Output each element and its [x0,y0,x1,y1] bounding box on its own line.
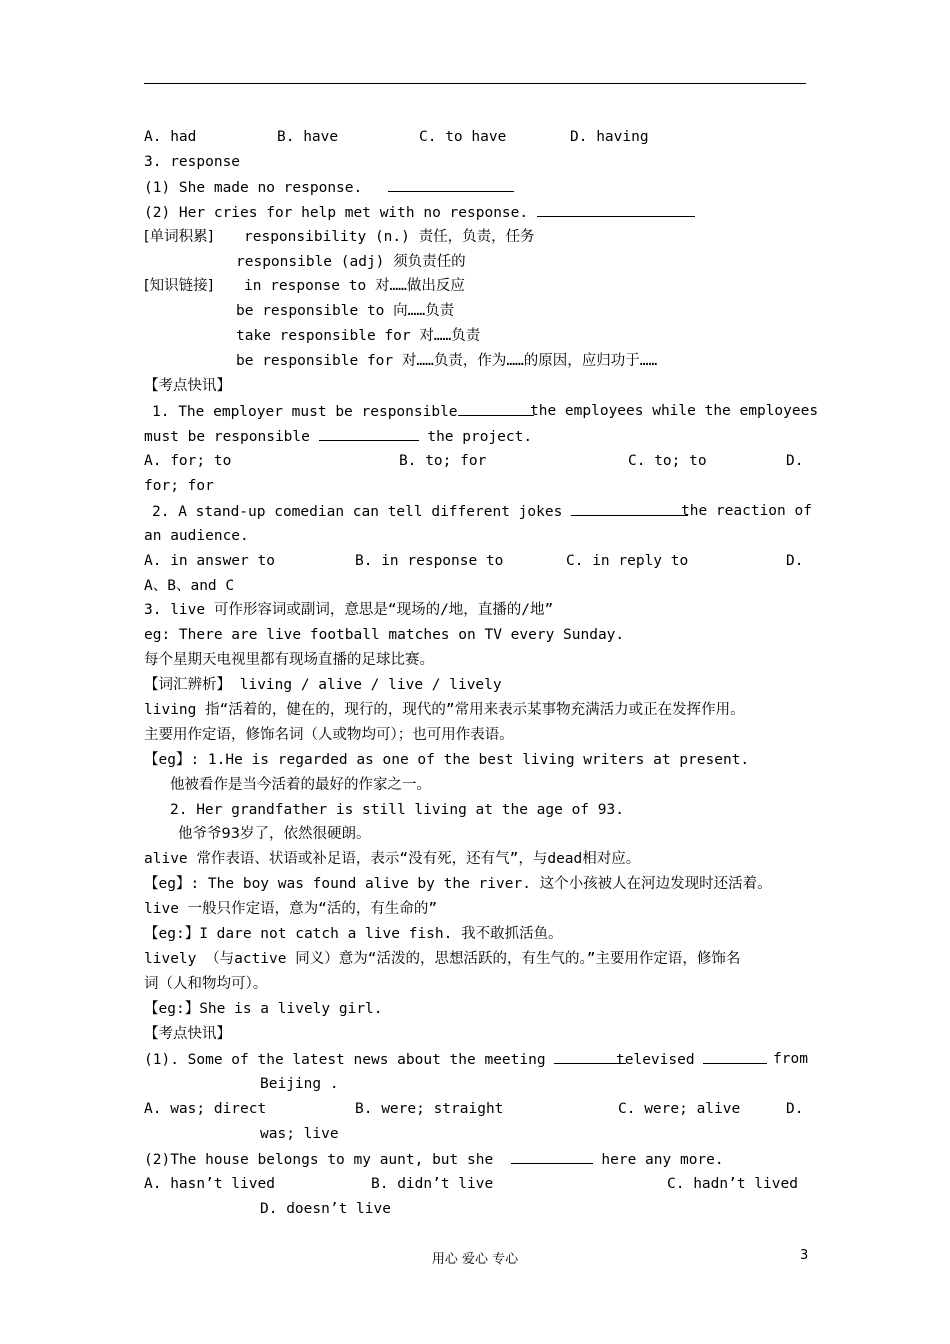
analysis-line: live 一般只作定语，意为“活的，有生命的” [144,901,438,917]
analysis-line: 主要用作定语，修饰名词（人或物均可）；也可用作表语。 [144,727,514,743]
analysis-line: living 指“活着的，健在的，现行的，现代的”常用来表示某事物充满活力或正在发挥作用。 [144,702,745,718]
answer-blank[interactable] [571,501,688,516]
option-a: A. hasn’t lived [144,1176,275,1192]
option-d-text: A、B、and C [144,578,235,594]
question-line: must be responsible the project. [144,426,532,447]
option-b: B. didn’t live [371,1176,494,1192]
option-c: C. hadn’t lived [667,1176,798,1192]
option-a: A. in answer to [144,553,275,569]
example-line: 【eg】: The boy was found alive by the river. 这个小孩被人在河边发现时还活着。 [144,876,772,892]
example-line: 【eg】: 1.He is regarded as one of the best living writers at present. [144,752,750,768]
link-tag: [知识链接] [144,278,214,294]
example-translation: 他爷爷93岁了，依然很硬朗。 [178,826,371,842]
example-translation: 每个星期天电视里都有现场直播的足球比赛。 [144,652,434,668]
quiz-heading: 【考点快讯】 [144,1026,231,1042]
question-line: an audience. [144,528,249,544]
analysis-heading: 【词汇辨析】 living / alive / live / lively [144,677,502,693]
option-a: A. was; direct [144,1101,267,1117]
quiz-heading: 【考点快讯】 [144,378,231,394]
option-b: B. have [277,129,339,145]
link-line: be responsible for 对……负责，作为……的原因，应归功于…… [236,353,658,369]
section-heading: 3. response [144,154,241,170]
question-line: 2. A stand-up comedian can tell different jokes [152,501,688,522]
answer-blank[interactable] [458,401,534,416]
example-line: 2. Her grandfather is still living at the age of 93. [170,802,624,818]
vocab-tag: [单词积累] [144,229,214,245]
page-number: 3 [800,1248,809,1263]
example-line: eg: There are live football matches on TV every Sunday. [144,627,625,643]
answer-blank[interactable] [511,1149,593,1164]
vocab-line: responsible (adj) 须负责任的 [236,254,466,270]
analysis-line: lively （与active 同义）意为“活泼的，思想活跃的，有生气的。”主要用作定语，修饰名 [144,951,741,967]
analysis-line: alive 常作表语、状语或补足语，表示“没有死，还有气”，与dead相对应。 [144,851,641,867]
option-d-text: for; for [144,478,214,494]
option-d: D. having [570,129,649,145]
option-b: B. in response to [355,553,504,569]
question-line: televised [616,1049,767,1070]
option-d: D. [786,553,804,569]
option-b: B. were; straight [355,1101,504,1117]
page-footer: 用心 爱心 专心 [431,1252,519,1267]
example-line: 【eg:】She is a lively girl. [144,1001,383,1017]
question-line: (2)The house belongs to my aunt, but she here any more. [144,1149,724,1170]
example-line: (1) She made no response. [144,177,514,198]
answer-blank[interactable] [319,426,419,441]
option-b: B. to; for [399,453,487,469]
question-line: (1). Some of the latest news about the meeting [144,1049,626,1070]
option-c: C. to; to [628,453,707,469]
example-translation: 他被看作是当今活着的最好的作家之一。 [170,777,431,793]
question-line: Beijing . [260,1076,339,1092]
example-line: (2) Her cries for help met with no response. [144,202,695,223]
analysis-line: 词（人和物均可）。 [144,976,268,992]
question-line: from [773,1051,808,1067]
link-line: in response to 对……做出反应 [244,278,465,294]
option-c: C. were; alive [618,1101,741,1117]
option-c: C. to have [419,129,507,145]
answer-blank[interactable] [388,177,514,192]
question-line: 1. The employer must be responsible [152,401,534,422]
vocab-line: responsibility (n.) 责任，负责，任务 [244,229,535,245]
section-heading: 3. live 可作形容词或副词，意思是“现场的/地，直播的/地” [144,602,554,618]
link-line: be responsible to 向……负责 [236,303,455,319]
option-a: A. for; to [144,453,232,469]
option-d: D. doesn’t live [260,1201,391,1217]
option-d-text: was; live [260,1126,339,1142]
option-d: D. [786,453,804,469]
answer-blank[interactable] [703,1049,767,1064]
link-line: take responsible for 对……负责 [236,328,481,344]
example-line: 【eg:】I dare not catch a live fish. 我不敢抓活鱼。 [144,926,563,942]
option-d: D. [786,1101,804,1117]
header-rule [144,83,806,84]
option-a: A. had [144,129,197,145]
answer-blank[interactable] [537,202,695,217]
option-c: C. in reply to [566,553,689,569]
question-line: the reaction of [681,503,812,519]
question-line: the employees while the employees [530,403,819,419]
